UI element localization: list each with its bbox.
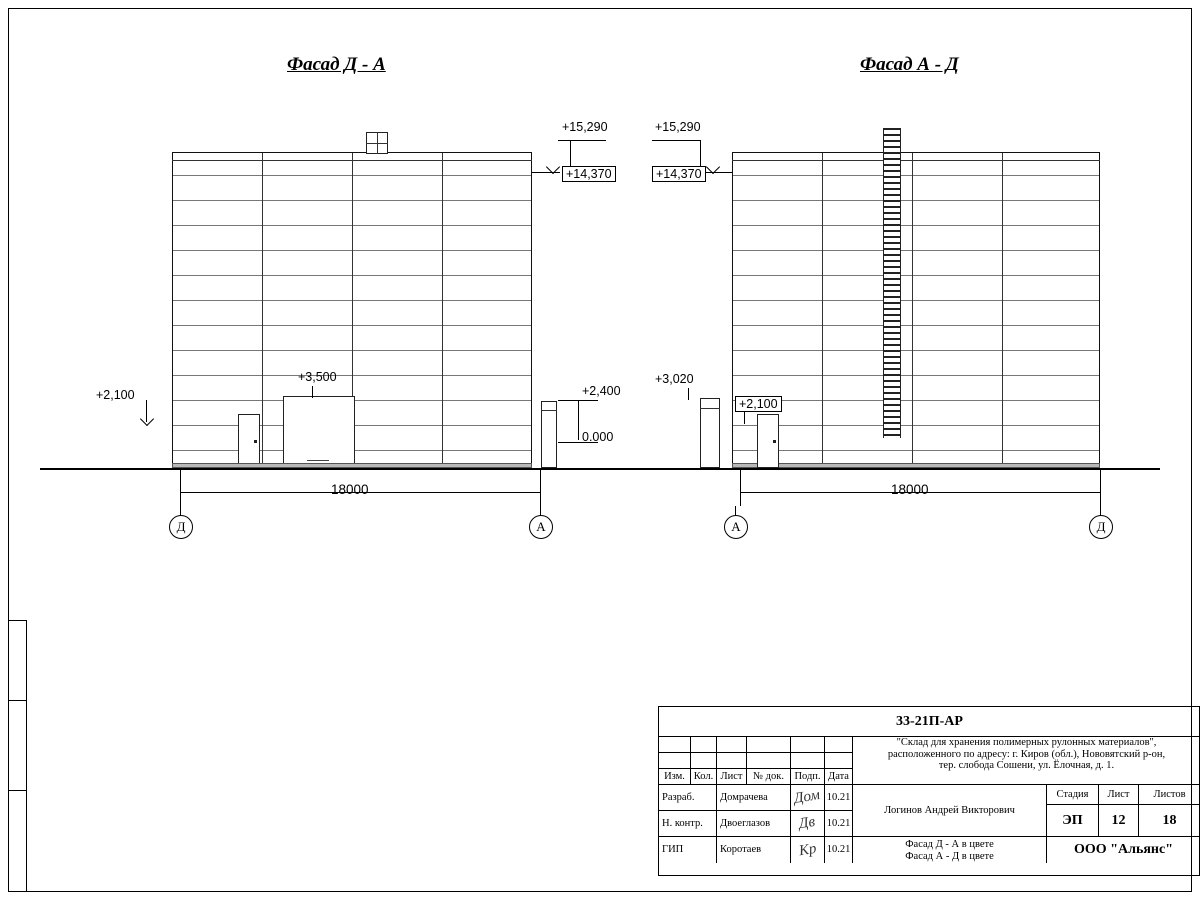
left-vertical-joint <box>442 153 443 468</box>
stamp-sheet-title <box>853 837 1047 863</box>
stamp-col-header: Лист <box>717 769 747 785</box>
right-dimension-extension <box>740 470 741 506</box>
stamp-name: Домрачева <box>717 785 791 811</box>
stamp-rev-blank <box>691 753 717 769</box>
axis-bubble-right: Д <box>1089 515 1113 539</box>
level-leader-line <box>700 140 701 168</box>
signature-glyph: Дв <box>798 814 817 833</box>
right-plinth <box>732 463 1100 468</box>
right-panel-joint <box>733 250 1099 251</box>
level-mark: +15,290 <box>562 120 608 134</box>
sheet-left-divider-3 <box>8 790 26 791</box>
roof-ladder <box>883 128 901 438</box>
right-vertical-joint <box>1002 153 1003 468</box>
level-mark: +15,290 <box>655 120 701 134</box>
stamp-object-line2: расположенного по адресу: г. Киров (обл.), Нововятский р-он, <box>887 748 1166 760</box>
stamp-signature <box>791 837 825 863</box>
right-door-handle <box>773 440 776 443</box>
level-leader-line <box>570 140 571 168</box>
left-vertical-joint <box>262 153 263 468</box>
stamp-stage-header: Стадия <box>1047 785 1099 805</box>
right-panel-joint <box>733 350 1099 351</box>
stamp-rev-blank <box>717 753 747 769</box>
stamp-sheets-header: Листов <box>1139 785 1200 805</box>
right-panel-joint <box>733 225 1099 226</box>
right-panel-joint <box>733 275 1099 276</box>
sheet-left-margin-line <box>8 620 9 892</box>
level-leader-line <box>578 400 579 440</box>
stamp-col-header: Подп. <box>791 769 825 785</box>
level-leader-line <box>312 386 313 398</box>
level-leader-line <box>558 140 606 141</box>
stamp-rev-blank <box>825 737 853 753</box>
stamp-rev-blank <box>717 737 747 753</box>
stamp-role: Разраб. <box>659 785 717 811</box>
right-vertical-joint <box>912 153 913 468</box>
stamp-designer: Логинов Андрей Викторович <box>853 785 1047 837</box>
left-side-cabinet-line <box>541 410 557 411</box>
stamp-rev-blank <box>825 753 853 769</box>
stamp-rev-blank <box>691 737 717 753</box>
right-dimension-extension <box>1100 470 1101 506</box>
right-panel-joint <box>733 375 1099 376</box>
left-side-cabinet <box>541 401 557 468</box>
level-leader-line <box>706 172 732 173</box>
left-door-handle <box>254 440 257 443</box>
stamp-rev-blank <box>659 737 691 753</box>
stamp-code: 33-21П-АР <box>659 707 1200 737</box>
stamp-col-header: № док. <box>747 769 791 785</box>
stamp-rev-blank <box>791 753 825 769</box>
rooftop-vent-divider <box>377 132 378 154</box>
right-parapet-line <box>732 160 1100 161</box>
stamp-date: 10.21 <box>825 837 853 863</box>
stamp-sheet-title-line1: Фасад Д - А в цвете <box>905 839 994 850</box>
right-panel-joint <box>733 400 1099 401</box>
stamp-rev-blank <box>791 737 825 753</box>
axis-bubble-left: А <box>724 515 748 539</box>
stamp-date: 10.21 <box>825 785 853 811</box>
right-panel-joint <box>733 450 1099 451</box>
level-mark: +3,020 <box>655 372 694 386</box>
level-leader-line <box>652 140 700 141</box>
left-dimension-text: 18000 <box>331 482 369 497</box>
stamp-stage-value: ЭП <box>1047 805 1099 837</box>
level-mark: +2,100 <box>735 396 782 412</box>
stamp-sheet-title-line2: Фасад А - Д в цвете <box>905 850 994 862</box>
stamp-object-title <box>853 737 1200 785</box>
signature-glyph: Кр <box>797 840 818 860</box>
stamp-sheets-value: 18 <box>1139 805 1200 837</box>
left-plinth <box>172 463 532 468</box>
stamp-name: Двоеглазов <box>717 811 791 837</box>
left-gate <box>283 396 355 468</box>
stamp-name: Коротаев <box>717 837 791 863</box>
stamp-rev-blank <box>747 737 791 753</box>
right-panel-joint <box>733 425 1099 426</box>
left-parapet-line <box>172 160 532 161</box>
level-mark: +14,370 <box>562 166 616 182</box>
stamp-company: ООО "Альянс" <box>1074 842 1173 858</box>
axis-bubble-right: А <box>529 515 553 539</box>
stamp-object-line3: тер. слобода Сошени, ул. Ёлочная, д. 1. <box>938 760 1115 772</box>
stamp-signature <box>791 811 825 837</box>
sheet-left-column-line <box>26 620 27 892</box>
level-mark: +14,370 <box>652 166 706 182</box>
axis-bubble-left: Д <box>169 515 193 539</box>
left-dimension-extension <box>540 470 541 506</box>
left-gate-sill <box>307 460 329 461</box>
stamp-sheet-value: 12 <box>1099 805 1139 837</box>
level-leader-line <box>688 388 689 400</box>
ground-line <box>40 468 1160 470</box>
level-mark: +3,500 <box>298 370 337 384</box>
stamp-col-header: Дата <box>825 769 853 785</box>
right-panel-joint <box>733 325 1099 326</box>
right-panel-joint <box>733 200 1099 201</box>
right-vertical-joint <box>822 153 823 468</box>
stamp-date: 10.21 <box>825 811 853 837</box>
left-dimension-extension <box>180 470 181 506</box>
left-elevation-title: Фасад Д - А <box>287 54 386 75</box>
right-panel-joint <box>733 175 1099 176</box>
stamp-col-header: Кол. <box>691 769 717 785</box>
sheet-left-divider-2 <box>8 700 26 701</box>
stamp-role: ГИП <box>659 837 717 863</box>
stamp-sheet-header: Лист <box>1099 785 1139 805</box>
right-elevation-title: Фасад А - Д <box>860 54 959 75</box>
level-mark: +2,100 <box>96 388 135 402</box>
right-side-cabinet-line <box>700 408 720 409</box>
level-leader-line <box>532 172 560 173</box>
stamp-col-header: Изм. <box>659 769 691 785</box>
stamp-rev-blank <box>747 753 791 769</box>
stamp-rev-blank <box>659 753 691 769</box>
stamp-role: Н. контр. <box>659 811 717 837</box>
right-panel-joint <box>733 300 1099 301</box>
stamp-object-line1: "Склад для хранения полимерных рулонных материалов", <box>896 737 1157 748</box>
level-leader-line <box>744 412 745 424</box>
right-dimension-text: 18000 <box>891 482 929 497</box>
stamp-signature <box>791 785 825 811</box>
signature-glyph: Дом <box>793 787 822 808</box>
level-leader-line <box>558 442 598 443</box>
title-block <box>658 706 1200 876</box>
level-mark: 0.000 <box>582 430 614 444</box>
sheet-left-divider-1 <box>8 620 26 621</box>
level-mark: +2,400 <box>582 384 621 398</box>
